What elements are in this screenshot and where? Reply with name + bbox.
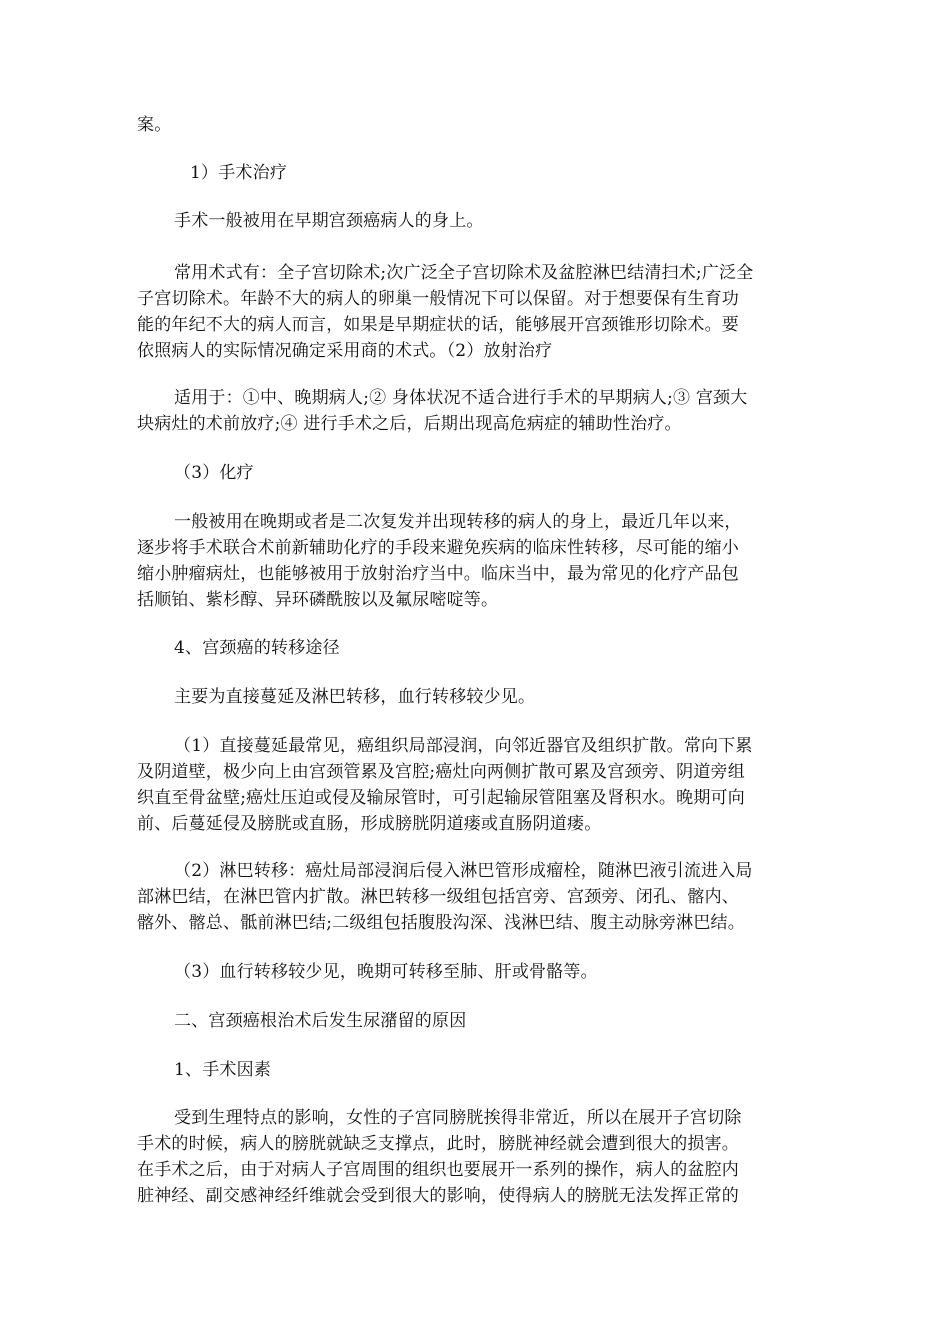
paragraph-line: 缩小肿瘤病灶，也能够被用于放射治疗当中。临床当中，最为常见的化疗产品包 <box>137 564 739 584</box>
paragraph-line: 块病灶的术前放疗;④ 进行手术之后，后期出现高危病症的辅助性治疗。 <box>137 414 682 434</box>
paragraph-line: 括顺铂、紫杉醇、异环磷酰胺以及氟尿嘧啶等。 <box>137 590 499 610</box>
section-heading: （3）化疗 <box>174 463 254 483</box>
paragraph-line: 一般被用在晚期或者是二次复发并出现转移的病人的身上，最近几年以来， <box>174 512 742 532</box>
section-heading: 1）手术治疗 <box>190 163 288 183</box>
paragraph-line: 脏神经、副交感神经纤维就会受到很大的影响，使得病人的膀胱无法发挥正常的 <box>137 1186 739 1206</box>
paragraph-line: 在手术之后，由于对病人子宫周围的组织也要展开一系列的操作，病人的盆腔内 <box>137 1160 739 1180</box>
paragraph-line: 髂外、髂总、骶前淋巴结;二级组包括腹股沟深、浅淋巴结、腹主动脉旁淋巴结。 <box>137 913 745 933</box>
paragraph-line: 主要为直接蔓延及淋巴转移，血行转移较少见。 <box>174 687 536 707</box>
paragraph-line: （2）淋巴转移：癌灶局部浸润后侵入淋巴管形成瘤栓，随淋巴液引流进入局 <box>174 861 753 881</box>
paragraph-line: 部淋巴结，在淋巴管内扩散。淋巴转移一级组包括宫旁、宫颈旁、闭孔、髂内、 <box>137 887 739 907</box>
paragraph-line: 受到生理特点的影响，女性的子宫同膀胱挨得非常近，所以在展开子宫切除 <box>174 1108 742 1128</box>
paragraph-line: 前、后蔓延侵及膀胱或直肠，形成膀胱阴道瘘或直肠阴道瘘。 <box>137 814 602 834</box>
paragraph-line: 及阴道壁，极少向上由宫颈管累及宫腔;癌灶向两侧扩散可累及宫颈旁、阴道旁组 <box>137 762 745 782</box>
paragraph-line: 适用于：①中、晚期病人;② 身体状况不适合进行手术的早期病人;③ 宫颈大 <box>174 388 748 408</box>
paragraph-line: （1）直接蔓延最常见，癌组织局部浸润，向邻近器官及组织扩散。常向下累 <box>174 736 753 756</box>
paragraph-line: 手术的时候，病人的膀胱就缺乏支撑点，此时，膀胱神经就会遭到很大的损害。 <box>137 1134 739 1154</box>
paragraph-line: 常用术式有：全子宫切除术;次广泛全子宫切除术及盆腔淋巴结清扫术;广泛全 <box>174 263 754 283</box>
section-heading: 4、宫颈癌的转移途径 <box>174 638 340 658</box>
paragraph-line: 依照病人的实际情况确定采用商的术式。（2）放射治疗 <box>137 341 553 361</box>
paragraph-line: 手术一般被用在早期宫颈癌病人的身上。 <box>174 211 484 231</box>
paragraph-line: 逐步将手术联合术前新辅助化疗的手段来避免疾病的临床性转移，尽可能的缩小 <box>137 538 739 558</box>
paragraph-line: 织直至骨盆壁;癌灶压迫或侵及输尿管时，可引起输尿管阻塞及肾积水。晚期可向 <box>137 788 745 808</box>
paragraph-line: 子宫切除术。年龄不大的病人的卵巢一般情况下可以保留。对于想要保有生育功 <box>137 289 739 309</box>
section-heading: 1、手术因素 <box>174 1060 272 1080</box>
paragraph-line: （3）血行转移较少见，晚期可转移至肺、肝或骨骼等。 <box>174 962 598 982</box>
text-line: 案。 <box>137 115 172 135</box>
paragraph-line: 能的年纪不大的病人而言，如果是早期症状的话，能够展开宫颈锥形切除术。要 <box>137 315 739 335</box>
section-heading: 二、宫颈癌根治术后发生尿潴留的原因 <box>174 1011 467 1031</box>
